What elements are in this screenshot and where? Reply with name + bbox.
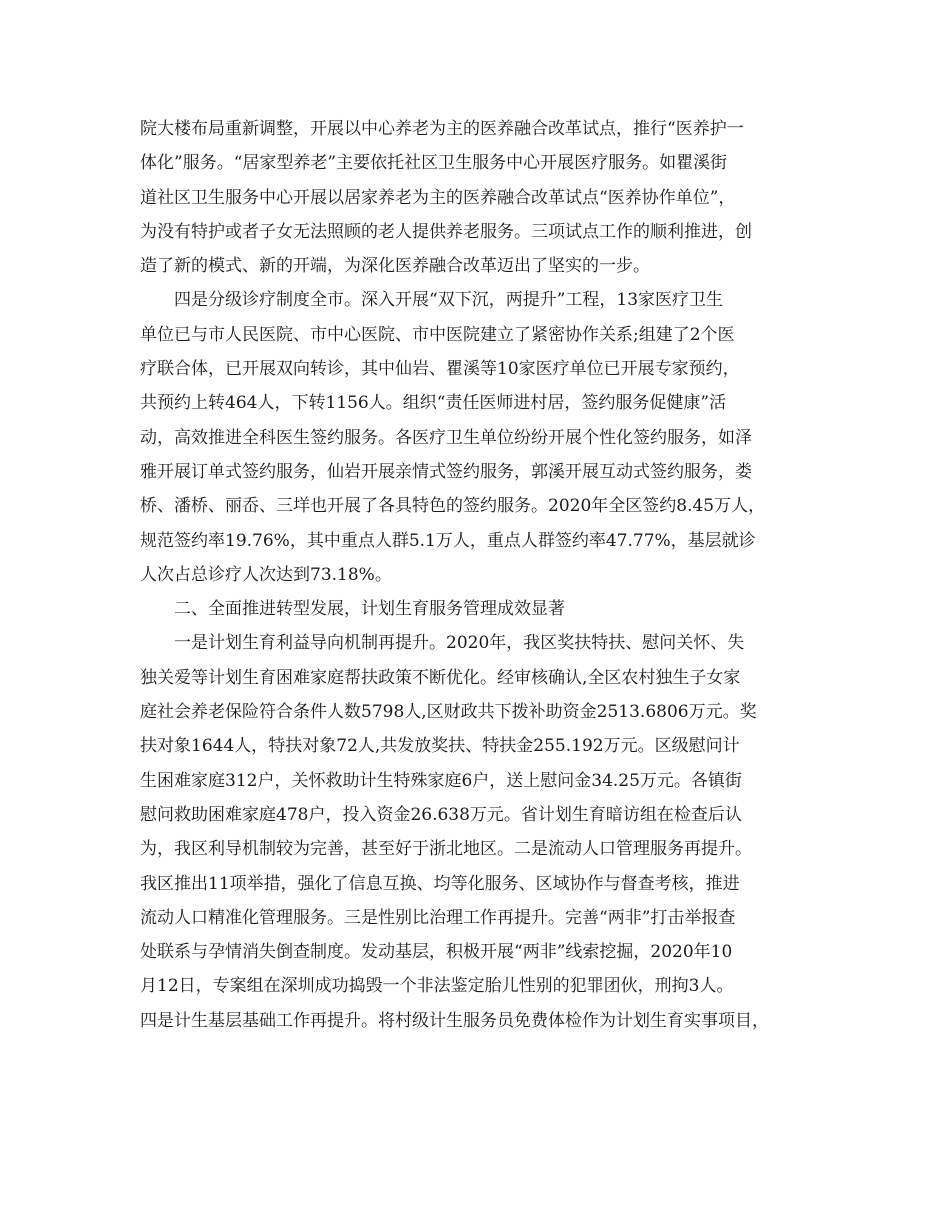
document-body	[140, 112, 830, 1038]
text-line: 慰问救助困难家庭478户，投入资金26.638万元。省计划生育暗访组在检查后认	[140, 804, 742, 825]
text-line: 桥、潘桥、丽岙、三垟也开展了各具特色的签约服务。2020年全区签约8.45万人，	[140, 496, 766, 517]
text-line: 动，高效推进全科医生签约服务。各医疗卫生单位纷纷开展个性化签约服务，如泽	[140, 427, 752, 448]
text-line: 体化”服务。“居家型养老”主要依托社区卫生服务中心开展医疗服务。如瞿溪街	[140, 153, 728, 174]
text-line: 我区推出11项举措，强化了信息互换、均等化服务、区域协作与督查考核，推进	[140, 873, 740, 894]
text-line: 为没有特护或者子女无法照顾的老人提供养老服务。三项试点工作的顺利推进，创	[140, 221, 752, 242]
text-line: 院大楼布局重新调整，开展以中心养老为主的医养融合改革试点，推行“医养护一	[140, 119, 744, 139]
text-line: 独关爱等计划生育困难家庭帮扶政策不断优化。经审核确认,全区农村独生子女家	[140, 667, 741, 688]
text-line: 扶对象1644人，特扶对象72人,共发放奖扶、特扶金255.192万元。区级慰问计	[140, 736, 740, 757]
text-line: 单位已与市人民医院、市中心医院、市中医院建立了紧密协作关系;组建了2个医	[140, 324, 735, 345]
text-line: 生困难家庭312户，关怀救助计生特殊家庭6户，送上慰问金34.25万元。各镇街	[140, 770, 742, 791]
text-line: 四是分级诊疗制度全市。深入开展“双下沉，两提升”工程，13家医疗卫生	[174, 290, 724, 311]
text-line: 疗联合体，已开展双向转诊，其中仙岩、瞿溪等10家医疗单位已开展专家预约，	[140, 359, 740, 380]
text-line: 流动人口精准化管理服务。三是性别比治理工作再提升。完善“两非”打击举报查	[140, 907, 736, 928]
text-line: 道社区卫生服务中心开展以居家养老为主的医养融合改革试点“医养协作单位”，	[140, 187, 736, 208]
text-line: 人次占总诊疗人次达到73.18%。	[140, 564, 392, 585]
text-line: 造了新的模式、新的开端，为深化医养融合改革迈出了坚实的一步。	[140, 256, 650, 277]
text-line: 处联系与孕情消失倒查制度。发动基层，积极开展“两非”线索挖掘，2020年10	[140, 942, 733, 963]
text-line: 雅开展订单式签约服务，仙岩开展亲情式签约服务，郭溪开展互动式签约服务，娄	[140, 461, 752, 482]
text-line: 共预约上转464人，下转1156人。组织“责任医师进村居，签约服务促健康”活	[140, 393, 727, 414]
text-line: 一是计划生育利益导向机制再提升。2020年，我区奖扶特扶、慰问关怀、失	[174, 633, 745, 654]
text-line: 四是计生基层基础工作再提升。将村级计生服务员免费体检作为计划生育实事项目，	[140, 1010, 769, 1031]
text-line: 为，我区利导机制较为完善，甚至好于浙北地区。二是流动人口管理服务再提升。	[140, 839, 752, 860]
text-line: 庭社会养老保险符合条件人数5798人,区财政共下拨补助资金2513.6806万元。奖	[140, 702, 757, 723]
section-heading: 二、全面推进转型发展，计划生育服务管理成效显著	[174, 599, 565, 620]
text-line: 规范签约率19.76%，其中重点人群5.1万人，重点人群签约率47.77%，基层就诊	[140, 530, 756, 551]
text-line: 月12日，专案组在深圳成功捣毁一个非法鉴定胎儿性别的犯罪团伙，刑拘3人。	[140, 976, 734, 997]
